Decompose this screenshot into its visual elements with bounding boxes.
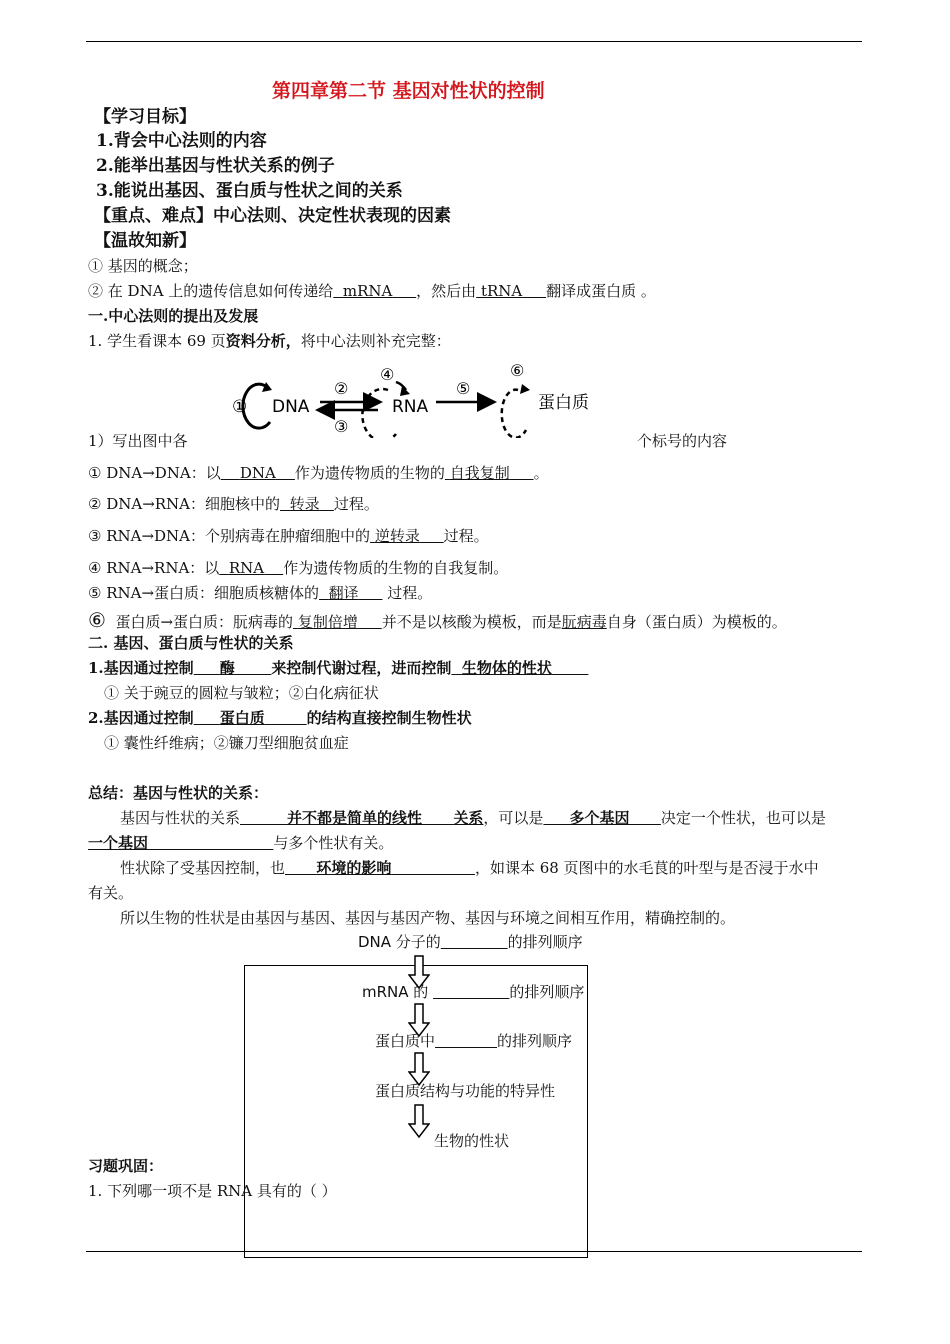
- flow-step-2: mRNA 的 的排列顺序: [362, 983, 585, 1001]
- review-header: 【温故知新】: [94, 231, 196, 251]
- summary-p1-line2: 一个基因 与多个性状有关。: [88, 834, 394, 852]
- flow-step-3: 蛋白质中 的排列顺序: [375, 1032, 573, 1050]
- page-title: 第四章第二节 基因对性状的控制: [272, 80, 545, 102]
- label-n4: ④: [380, 365, 395, 384]
- label-n3: ③: [334, 417, 349, 436]
- goal-item-3: 3.能说出基因、蛋白质与性状之间的关系: [96, 181, 403, 201]
- answer-line-6: ⑥ 蛋白质→蛋白质：朊病毒的 复制倍增 并不是以核酸为模板，而是朊病毒自身（蛋白质）为模板的。: [88, 608, 787, 632]
- key-points: 【重点、难点】中心法则、决定性状表现的因素: [94, 206, 451, 226]
- flow-arrow-4: [408, 1104, 430, 1138]
- answer-trna: tRNA: [480, 282, 523, 300]
- answer-line-5: ⑤ RNA→蛋白质：细胞质核糖体的 翻译 过程。: [88, 584, 433, 602]
- label-dna: DNA: [272, 397, 310, 417]
- answer-line-3: ③ RNA→DNA：个别病毒在肿瘤细胞中的 逆转录 过程。: [88, 527, 489, 545]
- diagram-question-right: 个标号的内容: [637, 432, 728, 450]
- summary-p1-line1: 基因与性状的关系 并不都是简单的线性 关系，可以是 多个基因 决定一个性状，也可以是: [120, 809, 826, 827]
- summary-p2-line1: 性状除了受基因控制，也 环境的影响 ，如课本 68 页图中的水毛茛的叶型与是否浸于水中: [120, 859, 819, 877]
- exercise-title: 习题巩固：: [88, 1157, 164, 1175]
- label-n1: ①: [232, 397, 248, 417]
- section2-line-1: 1.基因通过控制 酶 来控制代谢过程，进而控制 生物体的性状: [88, 659, 552, 677]
- flow-step-5: 生物的性状: [434, 1132, 510, 1150]
- label-rna: RNA: [392, 397, 429, 417]
- diagram-question-left: 1）写出图中各: [88, 432, 188, 450]
- section2-line-2: 2.基因通过控制 蛋白质 的结构直接控制生物性状: [88, 709, 472, 727]
- flow-step-1: DNA 分子的 的排列顺序: [358, 933, 583, 951]
- section2-example-1: ① 关于豌豆的圆粒与皱粒；②白化病征状: [104, 684, 379, 702]
- section2-title: 二. 基因、蛋白质与性状的关系: [88, 634, 294, 652]
- label-n2: ②: [334, 379, 349, 398]
- top-rule: [86, 41, 862, 42]
- section1-intro: 1. 学生看课本 69 页资料分析，将中心法则补充完整：: [88, 332, 451, 350]
- summary-p3: 所以生物的性状是由基因与基因、基因与基因产物、基因与环境之间相互作用，精确控制的。: [120, 909, 736, 927]
- summary-title: 总结：基因与性状的关系：: [88, 784, 269, 802]
- answer-line-1: ① DNA→DNA：以 DNA 作为遗传物质的生物的 自我复制 。: [88, 464, 549, 482]
- answer-line-4: ④ RNA→RNA：以 RNA 作为遗传物质的生物的自我复制。: [88, 559, 509, 577]
- label-n6: ⑥: [510, 361, 525, 380]
- goal-item-1: 1.背会中心法则的内容: [96, 131, 267, 151]
- answer-line-2: ② DNA→RNA：细胞核中的 转录 过程。: [88, 495, 379, 513]
- central-dogma-diagram: [228, 360, 608, 438]
- exercise-q1: 1. 下列哪一项不是 RNA 具有的（ ）: [88, 1182, 337, 1200]
- answer-mrna: mRNA: [342, 282, 393, 300]
- section2-example-2: ① 囊性纤维病；②镰刀型细胞贫血症: [104, 734, 349, 752]
- section1-title: 一.中心法则的提出及发展: [88, 307, 259, 325]
- label-protein: 蛋白质: [538, 393, 589, 413]
- goal-item-2: 2.能举出基因与性状关系的例子: [96, 156, 335, 176]
- flow-step-4: 蛋白质结构与功能的特异性: [375, 1082, 556, 1100]
- goals-header: 【学习目标】: [94, 107, 196, 127]
- flow-arrow-3: [408, 1052, 430, 1086]
- label-n5: ⑤: [456, 379, 471, 398]
- summary-p2-line2: 有关。: [88, 884, 134, 902]
- review-q1: ① 基因的概念；: [88, 257, 198, 275]
- review-q2: ② 在 DNA 上的遗传信息如何传递给 mRNA ，然后由 tRNA 翻译成蛋白质 。: [88, 282, 656, 300]
